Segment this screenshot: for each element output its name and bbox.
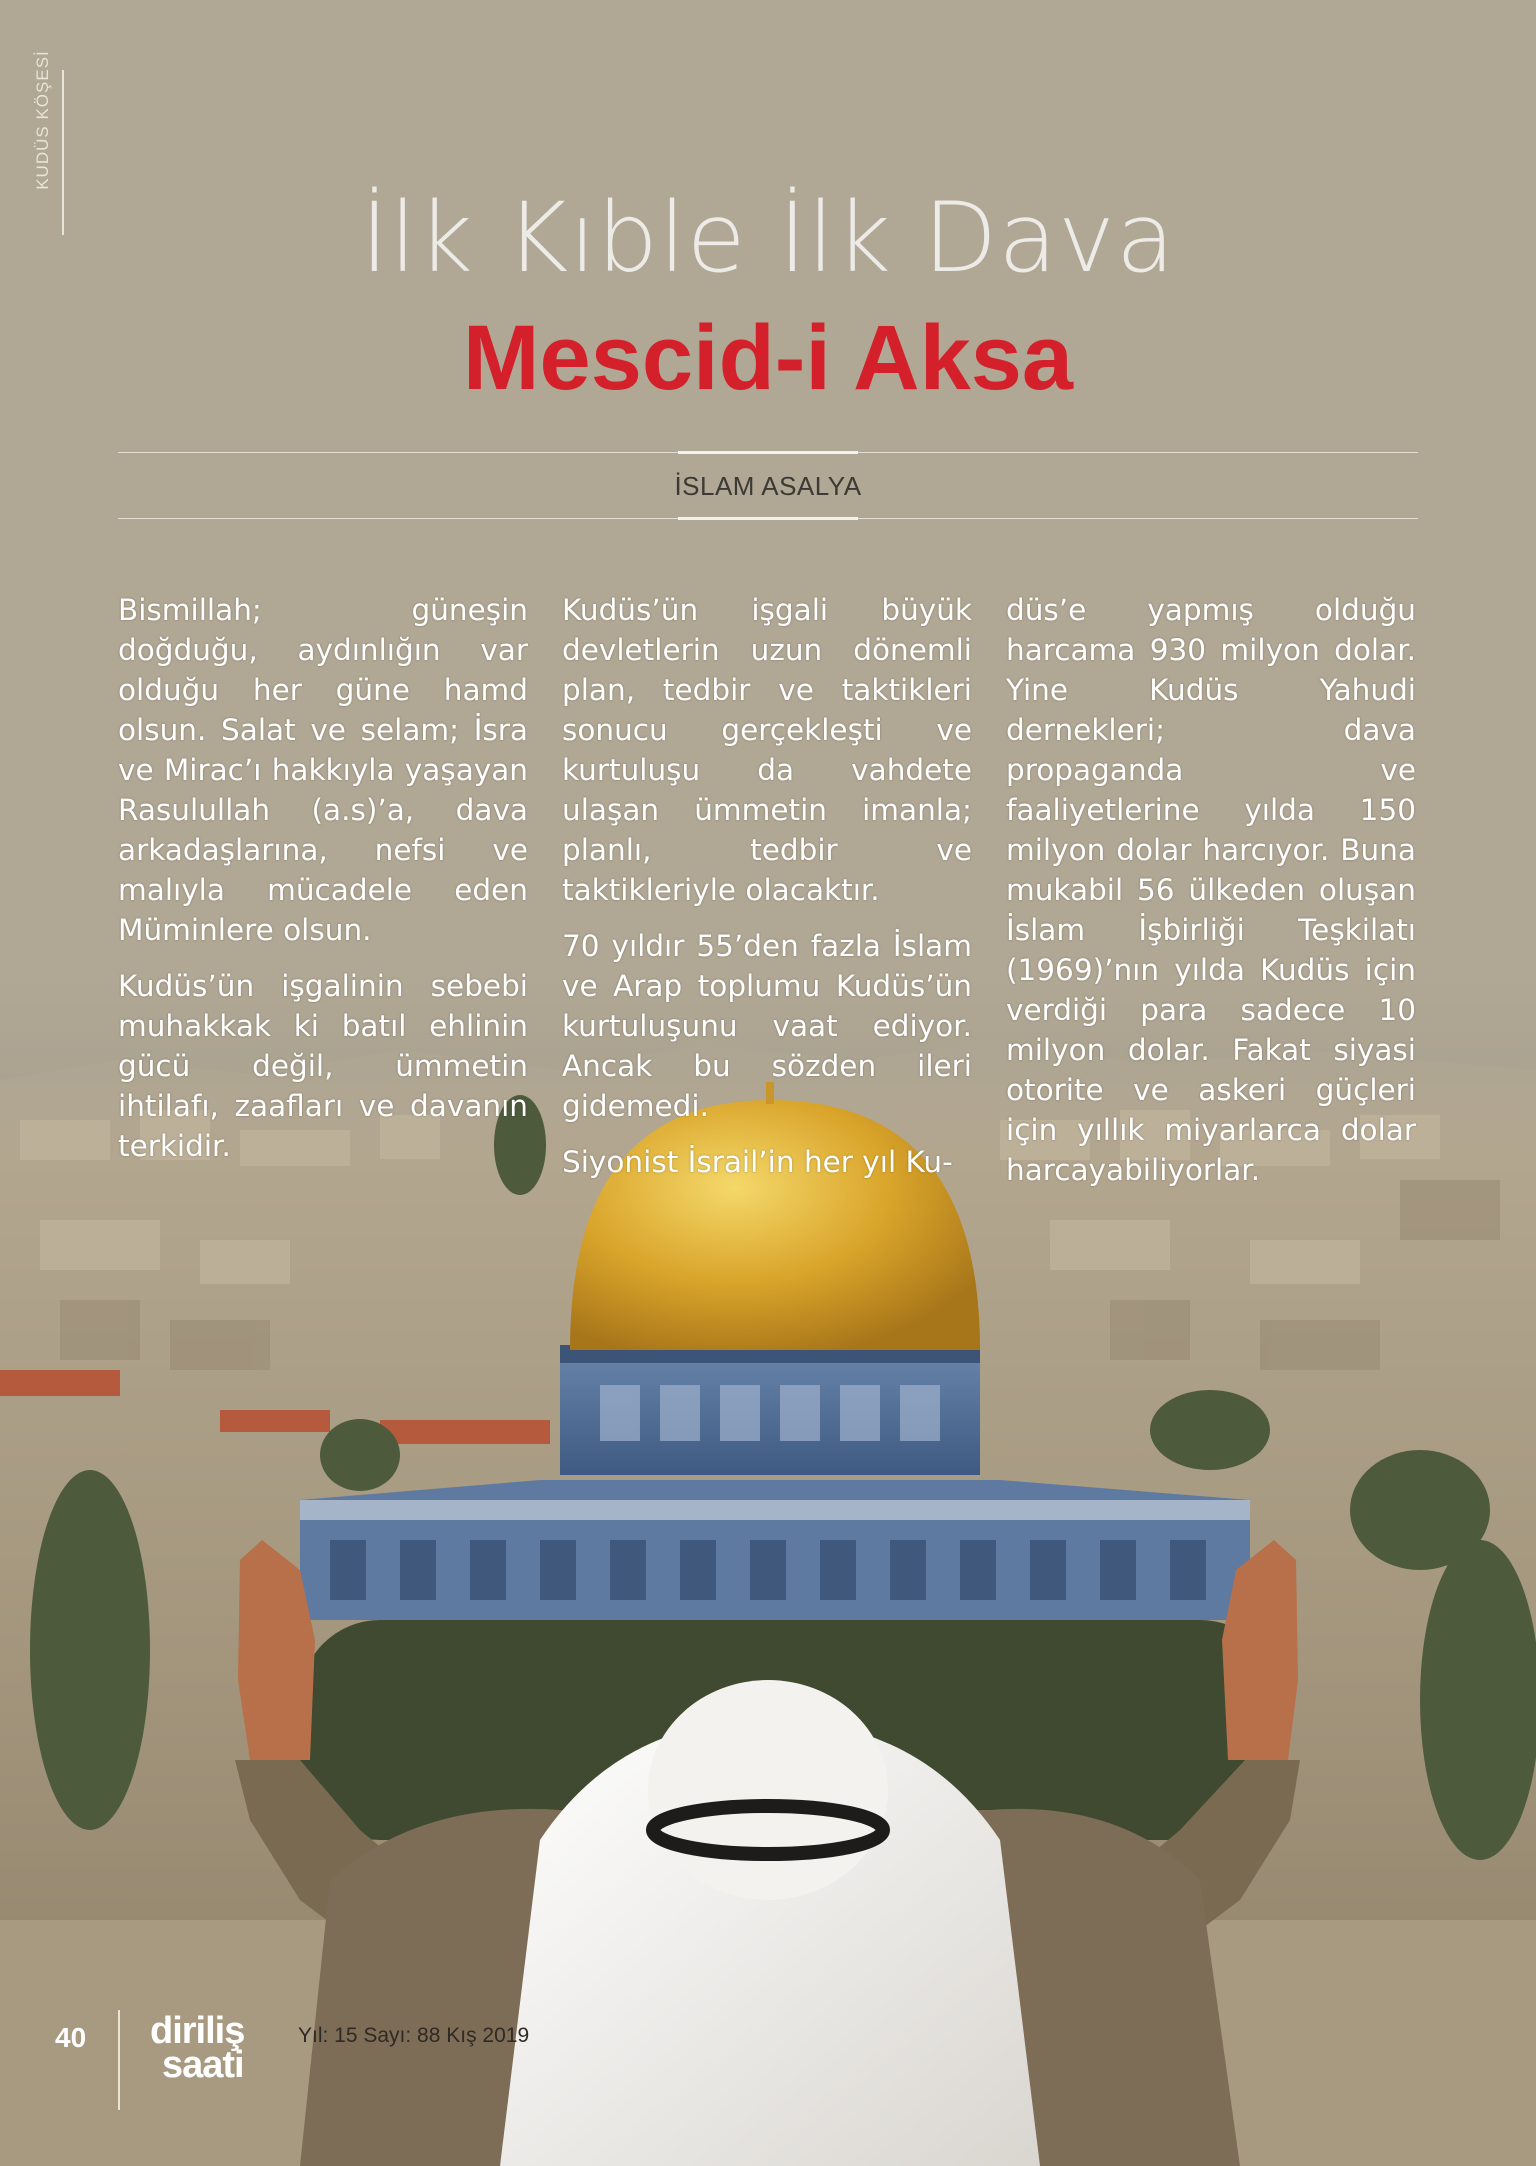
article-title: Mescid-i Aksa <box>462 307 1074 409</box>
section-label: KUDÜS KÖŞESİ <box>33 50 52 190</box>
page-number: 40 <box>55 2022 87 2053</box>
paragraph: Kudüs’ün işgali büyük devletlerin uzun dönemli plan, tedbir ve taktikleri sonucu gerçekleşti ve kurtuluşu da vahdete ulaşan ümmetin imanla; planlı, tedbir ve taktikleriyle olacaktır. <box>562 593 972 907</box>
author-name: İSLAM ASALYA <box>674 471 862 501</box>
divider-accent-bottom <box>678 517 858 520</box>
article-kicker: İlk Kıble İlk Dava <box>360 182 1176 294</box>
footer-divider <box>118 2010 120 2110</box>
paragraph: Siyonist İsrail’in her yıl Ku- <box>562 1145 953 1179</box>
paragraph: 70 yıldır 55’den fazla İslam ve Arap toplumu Kudüs’ün kurtuluşunu vaat ediyor. Ancak bu sözden ileri gidemedi. <box>562 929 972 1123</box>
section-tab <box>28 40 58 200</box>
article-column-1 <box>118 590 528 1182</box>
logo-line-2: saati <box>162 2044 244 2086</box>
paragraph: Bismillah; güneşin doğduğu, aydınlığın var olduğu her güne hamd olsun. Salat ve selam; İsra ve Mirac’ı hakkıyla yaşayan Rasulullah (a.s)’a, dava arkadaşlarına, nefsi ve malıyla mücadele eden Müminlere olsun. <box>118 593 528 947</box>
logo-line-1: diriliş <box>150 2010 245 2052</box>
paragraph: düs’e yapmış olduğu harcama 930 milyon dolar. Yine Kudüs Yahudi dernekleri; dava propaganda ve faaliyetlerine yılda 150 milyon dolar harcıyor. Buna mukabil 56 ülkeden oluşan İslam İşbirliği Teşkilatı (1969)’nın yılda Kudüs için verdiği para sadece 10 milyon dolar. Fakat siyasi otorite ve askeri güçleri için yıllık miyarlarca dolar harcayabiliyorlar. <box>1006 593 1416 1187</box>
article-column-2 <box>562 590 972 1198</box>
divider-accent-top <box>678 451 858 454</box>
article-column-3 <box>1006 590 1416 1206</box>
paragraph: Kudüs’ün işgalinin sebebi muhakkak ki batıl ehlinin gücü değil, ümmetin ihtilafı, zaafları ve davanın terkidir. <box>118 969 528 1163</box>
issue-info: Yıl: 15 Sayı: 88 Kış 2019 <box>298 2024 530 2047</box>
page-footer <box>0 2000 1536 2120</box>
magazine-logo <box>150 2010 245 2086</box>
